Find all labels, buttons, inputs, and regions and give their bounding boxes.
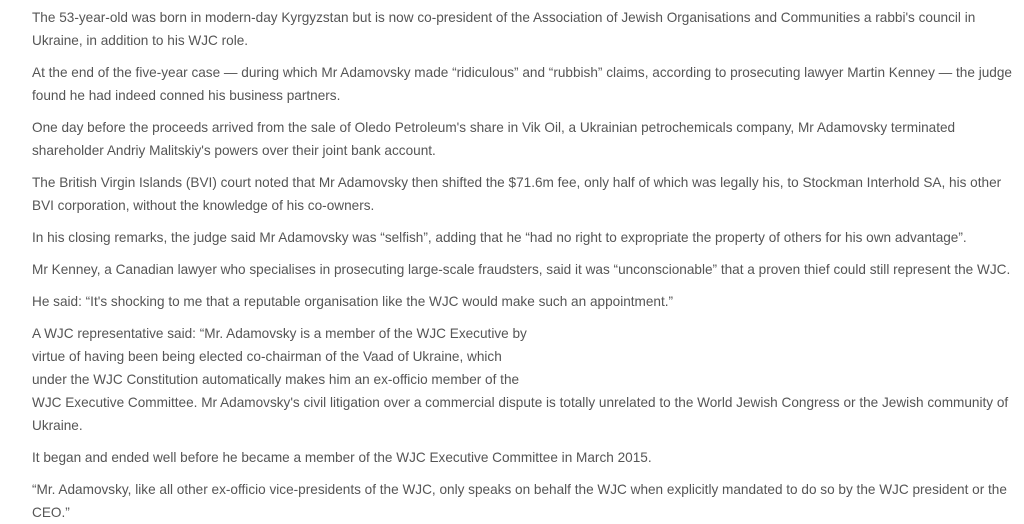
paragraph-kenney: Mr Kenney, a Canadian lawyer who specialises in prosecuting large-scale fraudsters, said it was “unconscionable” that a proven thief could still represent the WJC. — [32, 262, 1011, 277]
statement-line: A WJC representative said: “Mr. Adamovsky is a member of the WJC Executive by — [32, 326, 527, 341]
paragraph-judge-remarks: In his closing remarks, the judge said Mr Adamovsky was “selfish”, adding that he “had no right to expropriate the property of others for his own advantage”. — [32, 230, 967, 245]
paragraph-case-outcome: At the end of the five-year case — during which Mr Adamovsky made “ridiculous” and “rubbish” claims, according to prosecuting lawyer Martin Kenney — the judge found he had indeed conned his business partners. — [32, 65, 1012, 103]
paragraph-timeline: It began and ended well before he became a member of the WJC Executive Committee in March 2015. — [32, 450, 652, 465]
paragraph-wjc-mandate: “Mr. Adamovsky, like all other ex-officio vice-presidents of the WJC, only speaks on behalf the WJC when explicitly mandated to do so by the WJC president or the CEO.” — [32, 482, 1007, 520]
paragraph-wjc-statement — [32, 322, 1012, 437]
paragraph-kenney-quote: He said: “It's shocking to me that a reputable organisation like the WJC would make such an appointment.” — [32, 294, 674, 309]
statement-line: under the WJC Constitution automatically makes him an ex-officio member of the — [32, 372, 520, 387]
statement-line: WJC Executive Committee. Mr Adamovsky's civil litigation over a commercial dispute is totally unrelated to the World Jewish Congress or the Jewish community of Ukraine. — [32, 395, 1009, 433]
statement-line: virtue of having been being elected co-chairman of the Vaad of Ukraine, which — [32, 349, 502, 364]
paragraph-bvi-court: The British Virgin Islands (BVI) court noted that Mr Adamovsky then shifted the $71.6m fee, only half of which was legally his, to Stockman Interhold SA, his other BVI corporation, without the knowledge of his co-owners. — [32, 175, 1002, 213]
paragraph-bank-account: One day before the proceeds arrived from the sale of Oledo Petroleum's share in Vik Oil, a Ukrainian petrochemicals company, Mr Adamovsky terminated shareholder Andriy Malitskiy's powers over their joint bank account. — [32, 120, 956, 158]
paragraph-background: The 53-year-old was born in modern-day Kyrgyzstan but is now co-president of the Association of Jewish Organisations and Communities a rabbi's council in Ukraine, in addition to his WJC role. — [32, 10, 976, 48]
